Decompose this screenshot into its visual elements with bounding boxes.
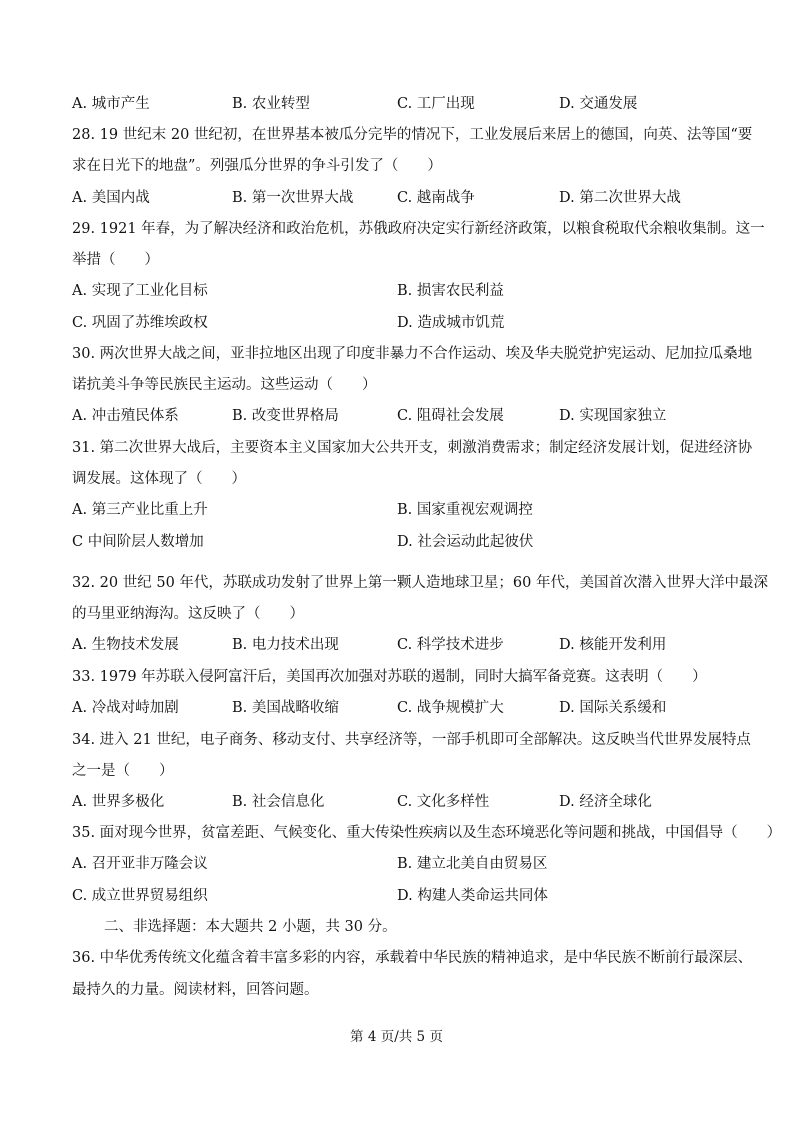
page-number-footer: 第 4 页/共 5 页 <box>350 1029 443 1045</box>
q28-option-a: A. 美国内战 <box>72 190 150 206</box>
q28-stem-line1: 28. 19 世纪末 20 世纪初，在世界基本被瓜分完毕的情况下，工业发展后来居上的德国，向英、法等国“要 <box>72 127 753 143</box>
q36-stem-line1: 36. 中华优秀传统文化蕴含着丰富多彩的内容，承载着中华民族的精神追求，是中华民族不断前行最深层、 <box>72 950 753 966</box>
q27-option-b: B. 农业转型 <box>232 96 310 112</box>
q29-options-row1 <box>72 281 732 301</box>
q31-option-a: A. 第三产业比重上升 <box>72 502 208 518</box>
q30-option-c: C. 阻碍社会发展 <box>397 408 504 424</box>
q34-option-b: B. 社会信息化 <box>232 794 325 810</box>
q29-stem-line1: 29. 1921 年春，为了解决经济和政治危机，苏俄政府决定实行新经济政策，以粮食税取代余粮收集制。这一 <box>72 221 765 237</box>
q35-stem-line1: 35. 面对现今世界，贫富差距、气候变化、重大传染性疾病以及生态环境恶化等问题和挑战，中国倡导（ ） <box>72 825 782 841</box>
q33-option-a: A. 冷战对峙加剧 <box>72 700 179 716</box>
q35-options-row1 <box>72 854 732 874</box>
q30-option-a: A. 冲击殖民体系 <box>72 408 179 424</box>
q31-stem-line1: 31. 第二次世界大战后，主要资本主义国家加大公共开支，刺激消费需求；制定经济发展计划，促进经济协 <box>72 440 753 456</box>
q35-option-a: A. 召开亚非万隆会议 <box>72 856 208 872</box>
q32-option-c: C. 科学技术进步 <box>397 637 504 653</box>
q32-stem-line2: 的马里亚纳海沟。这反映了（ ） <box>72 606 304 622</box>
q28-options <box>72 188 732 208</box>
q33-options <box>72 698 732 718</box>
q33-option-d: D. 国际关系缓和 <box>559 700 667 716</box>
q29-option-c: C. 巩固了苏维埃政权 <box>72 315 208 331</box>
q30-stem-line1: 30. 两次世界大战之间，亚非拉地区出现了印度非暴力不合作运动、埃及华夫脱党护宪运动、尼加拉瓜桑地 <box>72 346 753 362</box>
q27-options <box>72 94 732 114</box>
q34-option-d: D. 经济全球化 <box>559 794 652 810</box>
q31-option-c: C 中间阶层人数增加 <box>72 534 204 550</box>
q29-options-row2 <box>72 313 732 333</box>
q35-option-c: C. 成立世界贸易组织 <box>72 888 208 904</box>
q34-stem-line1: 34. 进入 21 世纪，电子商务、移动支付、共享经济等，一部手机即可全部解决。这反映当代世界发展特点 <box>72 732 751 748</box>
q32-options <box>72 635 732 655</box>
q31-option-d: D. 社会运动此起彼伏 <box>397 534 534 550</box>
q29-option-a: A. 实现了工业化目标 <box>72 283 208 299</box>
q30-option-b: B. 改变世界格局 <box>232 408 339 424</box>
q30-stem-line2: 诺抗美斗争等民族民主运动。这些运动（ ） <box>72 377 377 393</box>
section-heading: 二、非选择题：本大题共 2 小题，共 30 分。 <box>104 919 397 935</box>
q34-options <box>72 792 732 812</box>
q27-option-c: C. 工厂出现 <box>397 96 475 112</box>
q30-options <box>72 406 732 426</box>
q29-option-b: B. 损害农民利益 <box>397 283 504 299</box>
q33-option-b: B. 美国战略收缩 <box>232 700 339 716</box>
q32-option-a: A. 生物技术发展 <box>72 637 179 653</box>
q32-option-d: D. 核能开发利用 <box>559 637 667 653</box>
q27-option-d: D. 交通发展 <box>559 96 638 112</box>
q35-option-b: B. 建立北美自由贸易区 <box>397 856 548 872</box>
q28-option-c: C. 越南战争 <box>397 190 475 206</box>
q34-option-c: C. 文化多样性 <box>397 794 490 810</box>
q29-stem-line2: 举措（ ） <box>72 252 159 268</box>
q31-option-b: B. 国家重视宏观调控 <box>397 502 533 518</box>
q36-stem-line2: 最持久的力量。阅读材料，回答问题。 <box>72 982 319 998</box>
q28-stem-line2: 求在日光下的地盘”。列强瓜分世界的争斗引发了（ ） <box>72 158 442 174</box>
q35-options-row2 <box>72 886 732 906</box>
q29-option-d: D. 造成城市饥荒 <box>397 315 505 331</box>
q32-stem-line1: 32. 20 世纪 50 年代，苏联成功发射了世界上第一颗人造地球卫星；60 年代，美国首次潜入世界大洋中最深 <box>72 575 768 591</box>
q33-option-c: C. 战争规模扩大 <box>397 700 504 716</box>
q33-stem-line1: 33. 1979 年苏联入侵阿富汗后，美国再次加强对苏联的遏制，同时大搞军备竞赛。这表明（ ） <box>72 669 707 685</box>
q35-option-d: D. 构建人类命运共同体 <box>397 888 548 904</box>
q27-option-a: A. 城市产生 <box>72 96 150 112</box>
q34-option-a: A. 世界多极化 <box>72 794 165 810</box>
q28-option-d: D. 第二次世界大战 <box>559 190 681 206</box>
q30-option-d: D. 实现国家独立 <box>559 408 667 424</box>
q31-options-row1 <box>72 500 732 520</box>
q28-option-b: B. 第一次世界大战 <box>232 190 354 206</box>
q34-stem-line2: 之一是（ ） <box>72 763 174 779</box>
q31-stem-line2: 调发展。这体现了（ ） <box>72 471 246 487</box>
q32-option-b: B. 电力技术出现 <box>232 637 339 653</box>
q31-options-row2 <box>72 532 732 552</box>
